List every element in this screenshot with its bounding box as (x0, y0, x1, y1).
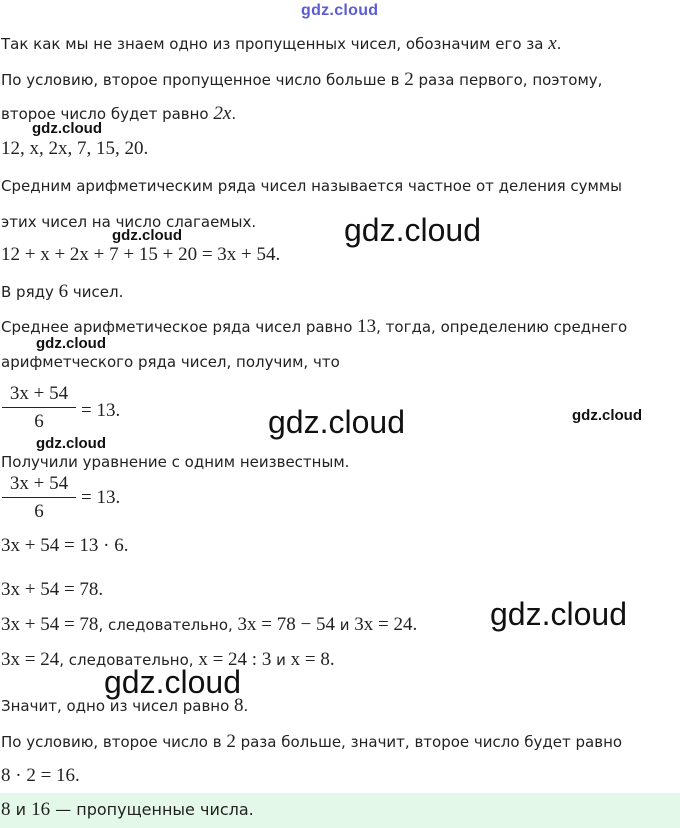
watermark-small-1: gdz.cloud (32, 120, 102, 137)
fraction-2 (2, 472, 76, 524)
answer-text: 8 и 16 — пропущенные числа. (1, 799, 254, 820)
equation-2: 3x + 54 = 13 · 6. (1, 535, 129, 556)
count-line: В ряду 6 чисел. (1, 281, 124, 302)
text-line-1: Так как мы не знаем одно из пропущенных чисел, обозначим его за x. (1, 33, 562, 54)
fraction-1-denominator: 6 (34, 411, 44, 432)
watermark-top: gdz.cloud (301, 2, 379, 19)
average-line-2: арифметческого ряда чисел, получим, что (1, 353, 340, 371)
means-line: Значит, одно из чисел равно 8. (1, 695, 249, 716)
watermark-small-2: gdz.cloud (112, 227, 182, 244)
fraction-1 (2, 382, 76, 434)
sum-equation: 12 + x + 2x + 7 + 15 + 20 = 3x + 54. (1, 244, 281, 265)
average-line-1: Среднее арифметическое ряда чисел равно 13, тогда, определению среднего (1, 316, 628, 337)
watermark-large-3: gdz.cloud (490, 596, 627, 632)
text-line-2: По условию, второе пропущенное число больше в 2 раза первого, поэтому, (1, 69, 603, 90)
fraction-1-numerator: 3x + 54 (9, 383, 69, 404)
fraction-1-rest: = 13. (81, 400, 121, 421)
fraction-1-bar (2, 407, 76, 408)
watermark-small-3: gdz.cloud (36, 335, 106, 352)
equation-4: 3x + 54 = 78, следовательно, 3x = 78 − 54 и 3x = 24. (1, 614, 418, 635)
watermark-small-5: gdz.cloud (36, 435, 106, 452)
equation-5: 3x = 24, следовательно, x = 24 : 3 и x = 8. (1, 649, 335, 670)
watermark-large-1: gdz.cloud (344, 212, 481, 248)
fraction-2-bar (2, 497, 76, 498)
fraction-2-rest: = 13. (81, 487, 121, 508)
answer-box (0, 793, 680, 828)
mean-definition-1: Средним арифметическим ряда чисел называется частное от деления суммы (1, 177, 623, 195)
mean-definition-2: этих чисел на число слагаемых. (1, 213, 257, 231)
equation-note: Получили уравнение с одним неизвестным. (1, 453, 350, 471)
watermark-large-4: gdz.cloud (104, 664, 241, 700)
watermark-large-2: gdz.cloud (268, 404, 405, 440)
number-row: 12, x, 2x, 7, 15, 20. (1, 138, 149, 159)
equation-6: 8 · 2 = 16. (1, 765, 80, 786)
equation-3: 3x + 54 = 78. (1, 579, 104, 600)
text-line-3: второе число будет равно 2x. (1, 103, 237, 124)
condition-line: По условию, второе число в 2 раза больше, значит, второе число будет равно (1, 731, 623, 752)
fraction-2-denominator: 6 (34, 501, 44, 522)
watermark-small-4: gdz.cloud (572, 407, 642, 424)
fraction-2-numerator: 3x + 54 (9, 473, 69, 494)
